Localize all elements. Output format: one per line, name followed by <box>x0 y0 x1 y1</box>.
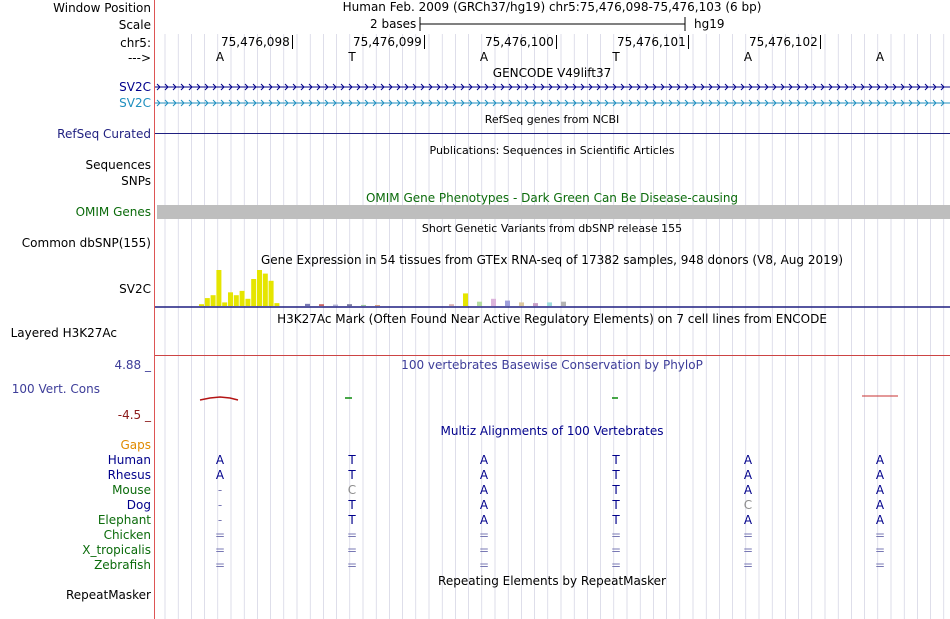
alignment-base: = <box>478 528 490 542</box>
label-window-position: Window Position <box>53 1 151 15</box>
alignment-base: = <box>478 543 490 557</box>
alignment-base: = <box>346 543 358 557</box>
species-label[interactable]: X_tropicalis <box>82 543 151 557</box>
gencode-gene-lines[interactable] <box>155 82 950 112</box>
omim-phenotype-bar[interactable] <box>157 205 950 219</box>
gtex-title: Gene Expression in 54 tissues from GTEx RNA-seq of 17382 samples, 948 donors (V8, Aug 2019) <box>260 253 844 267</box>
ruler-base: A <box>743 50 753 64</box>
gtex-tissue-bar <box>491 299 496 306</box>
alignment-base: A <box>743 513 753 527</box>
label-repeatmasker[interactable]: RepeatMasker <box>65 588 151 602</box>
gtex-tissue-bar <box>449 304 454 306</box>
gtex-tissue-bar <box>505 301 510 306</box>
label-sequences[interactable]: Sequences <box>85 158 151 172</box>
gtex-tissue-bar <box>199 304 204 306</box>
label-strand: ---> <box>127 51 151 65</box>
publications-title: Publications: Sequences in Scientific Articles <box>429 144 675 157</box>
species-label[interactable]: Zebrafish <box>94 558 151 572</box>
gtex-tissue-bar <box>361 305 366 306</box>
alignment-base: = <box>874 558 886 572</box>
species-label[interactable]: Chicken <box>103 528 151 542</box>
track-label-column <box>0 0 155 619</box>
gtex-tissue-bar <box>245 299 250 306</box>
alignment-base: A <box>479 513 489 527</box>
gtex-tissue-bar <box>533 303 538 306</box>
alignment-base: = <box>610 543 622 557</box>
species-label[interactable]: Dog <box>126 498 151 512</box>
ruler-base: A <box>875 50 885 64</box>
gtex-tissue-bar <box>205 298 210 306</box>
gtex-tissue-bar <box>319 304 324 306</box>
ruler-base: A <box>479 50 489 64</box>
gtex-tissue-bar <box>463 293 468 306</box>
alignment-base: A <box>215 453 225 467</box>
gtex-tissue-bar <box>333 305 338 306</box>
label-gtex-sv2c[interactable]: SV2C <box>119 282 151 296</box>
gtex-tissue-bar <box>547 302 552 306</box>
ruler-coordinate: 75,476,101 <box>617 35 689 49</box>
gtex-tissue-bar <box>211 295 216 306</box>
alignment-base: A <box>875 513 885 527</box>
phylop-signal[interactable] <box>155 390 950 404</box>
alignment-base: T <box>612 498 620 512</box>
gtex-tissue-bar <box>222 302 227 306</box>
alignment-base: = <box>478 558 490 572</box>
alignment-base: A <box>479 483 489 497</box>
ruler-coordinate: 75,476,102 <box>749 35 821 49</box>
gtex-tissue-bar <box>216 270 221 306</box>
alignment-base: A <box>743 483 753 497</box>
alignment-base: T <box>612 468 620 482</box>
alignment-base: = <box>610 528 622 542</box>
label-omim-genes[interactable]: OMIM Genes <box>75 205 151 219</box>
alignment-base: A <box>875 468 885 482</box>
alignment-base: = <box>214 543 226 557</box>
alignment-base: = <box>874 528 886 542</box>
alignment-base: - <box>217 513 223 527</box>
alignment-base: A <box>479 498 489 512</box>
multiz-title: Multiz Alignments of 100 Vertebrates <box>440 424 664 438</box>
gtex-tissue-bar <box>347 304 352 306</box>
species-label[interactable]: Human <box>107 453 151 467</box>
refseq-title: RefSeq genes from NCBI <box>484 113 620 126</box>
alignment-base: T <box>348 468 356 482</box>
repeatmasker-title: Repeating Elements by RepeatMasker <box>438 574 666 588</box>
h3k27ac-title: H3K27Ac Mark (Often Found Near Active Regulatory Elements) on 7 cell lines from ENCODE <box>277 312 827 326</box>
label-gaps[interactable]: Gaps <box>120 438 151 452</box>
alignment-base: - <box>217 483 223 497</box>
assembly-label: hg19 <box>694 17 725 31</box>
scale-bar <box>415 16 695 32</box>
scale-text: 2 bases <box>370 17 417 31</box>
ruler-coordinate: 75,476,100 <box>485 35 557 49</box>
gtex-tissue-bar <box>561 302 566 306</box>
gtex-tissue-bar <box>228 292 233 306</box>
gencode-title: GENCODE V49lift37 <box>492 66 612 80</box>
gtex-tissue-bar <box>257 270 262 306</box>
omim-title: OMIM Gene Phenotypes - Dark Green Can Be Disease-causing <box>365 191 739 205</box>
window-position-text: Human Feb. 2009 (GRCh37/hg19) chr5:75,476,098-75,476,103 (6 bp) <box>342 0 762 14</box>
alignment-base: T <box>348 453 356 467</box>
label-sv2c-gencode-2[interactable]: SV2C <box>119 96 151 110</box>
alignment-base: T <box>612 513 620 527</box>
alignment-base: = <box>742 543 754 557</box>
alignment-base: = <box>742 528 754 542</box>
alignment-base: A <box>479 453 489 467</box>
ruler-base: T <box>612 50 620 64</box>
alignment-base: A <box>743 468 753 482</box>
ruler-base: A <box>215 50 225 64</box>
alignment-base: A <box>215 468 225 482</box>
alignment-base: T <box>612 483 620 497</box>
species-label[interactable]: Rhesus <box>107 468 151 482</box>
label-chromosome: chr5: <box>120 36 151 50</box>
ruler-base: T <box>348 50 356 64</box>
alignment-base: C <box>347 483 357 497</box>
ruler-coordinate: 75,476,099 <box>353 35 425 49</box>
alignment-base: = <box>742 558 754 572</box>
gtex-tissue-bar <box>305 304 310 306</box>
species-label[interactable]: Elephant <box>97 513 151 527</box>
phylop-title: 100 vertebrates Basewise Conservation by PhyloP <box>401 358 703 372</box>
label-scale: Scale <box>118 18 151 32</box>
alignment-base: A <box>743 453 753 467</box>
gtex-tissue-bar <box>240 291 245 306</box>
h3k27ac-signal-baseline[interactable] <box>155 355 950 356</box>
label-snps[interactable]: SNPs <box>121 174 151 188</box>
gtex-expression-chart[interactable] <box>155 266 950 310</box>
dbsnp-title: Short Genetic Variants from dbSNP release 155 <box>421 222 683 235</box>
alignment-base: T <box>612 453 620 467</box>
gtex-tissue-bar <box>269 281 274 306</box>
alignment-base: C <box>743 498 753 512</box>
gtex-tissue-bar <box>274 303 279 306</box>
gtex-tissue-bar <box>234 295 239 306</box>
label-100-vert-cons[interactable]: 100 Vert. Cons <box>11 382 100 396</box>
alignment-base: = <box>214 558 226 572</box>
species-label[interactable]: Mouse <box>112 483 151 497</box>
label-refseq-curated[interactable]: RefSeq Curated <box>57 127 151 141</box>
alignment-base: = <box>346 528 358 542</box>
alignment-base: = <box>346 558 358 572</box>
alignment-base: = <box>214 528 226 542</box>
alignment-base: A <box>875 453 885 467</box>
alignment-base: - <box>217 498 223 512</box>
alignment-base: T <box>348 498 356 512</box>
label-phylop-max: 4.88 _ <box>114 358 151 372</box>
label-phylop-min: -4.5 _ <box>117 408 151 422</box>
alignment-base: = <box>610 558 622 572</box>
alignment-base: A <box>875 498 885 512</box>
gtex-tissue-bar <box>519 302 524 306</box>
label-sv2c-gencode-1[interactable]: SV2C <box>119 80 151 94</box>
refseq-gene-line[interactable] <box>155 133 950 134</box>
alignment-base: A <box>875 483 885 497</box>
gtex-tissue-bar <box>263 274 268 306</box>
alignment-base: T <box>348 513 356 527</box>
gtex-tissue-bar <box>477 302 482 306</box>
label-common-dbsnp[interactable]: Common dbSNP(155) <box>21 236 151 250</box>
alignment-base: A <box>479 468 489 482</box>
gtex-tissue-bar <box>251 279 256 306</box>
ruler-coordinate: 75,476,098 <box>221 35 293 49</box>
alignment-base: = <box>874 543 886 557</box>
track-image[interactable] <box>155 0 950 619</box>
gtex-tissue-bar <box>375 305 380 306</box>
label-layered-h3k27ac[interactable]: Layered H3K27Ac <box>10 326 117 340</box>
